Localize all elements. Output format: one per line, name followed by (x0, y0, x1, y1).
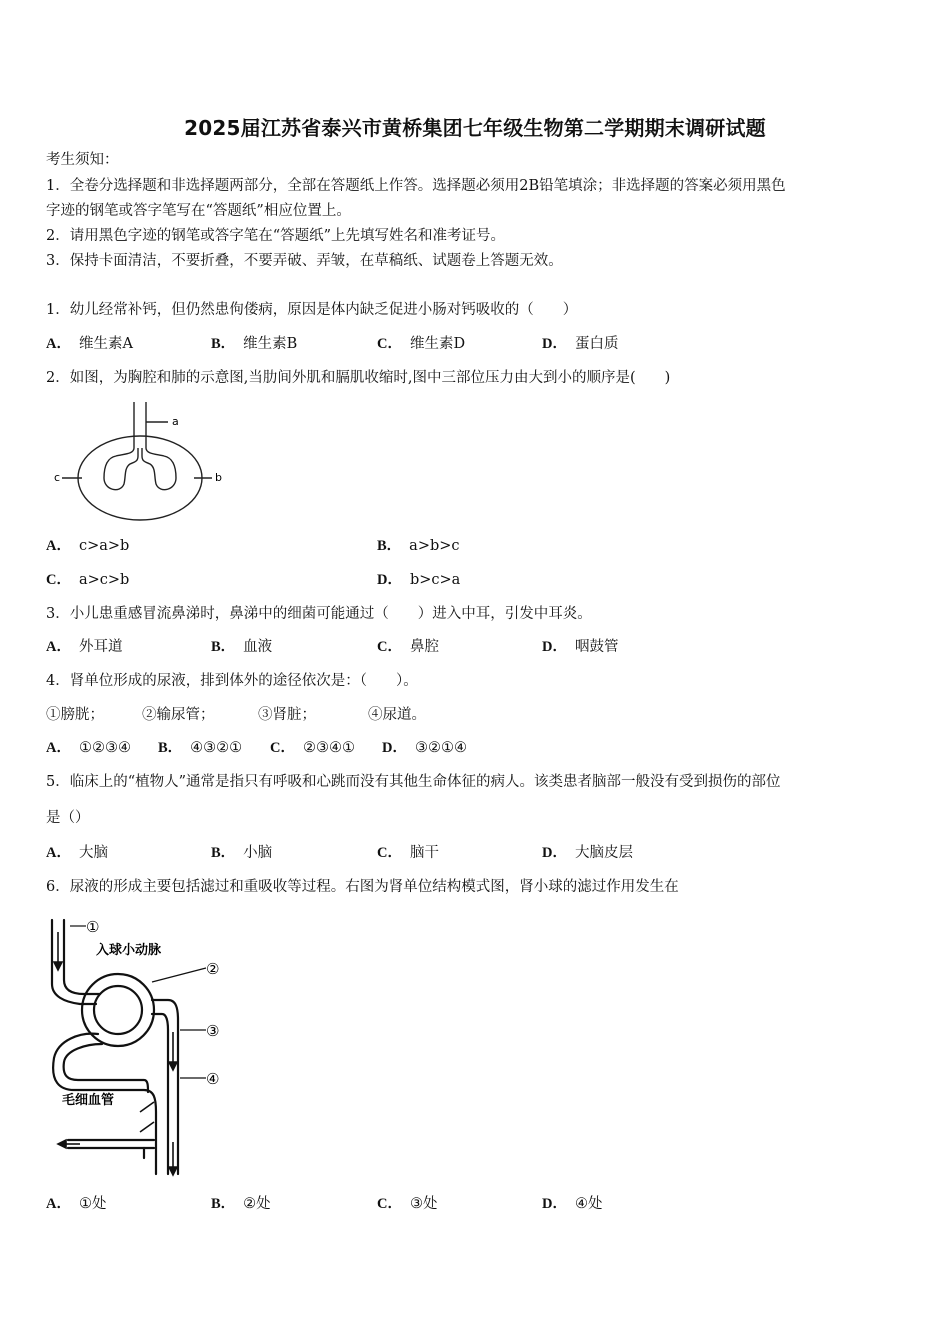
q1-option-c[interactable]: C． 维生素D (377, 336, 466, 352)
q3-option-b[interactable]: B． 血液 (211, 639, 273, 655)
q4-option-d[interactable]: D． ③②①④ (382, 740, 467, 756)
q4-item: ③肾脏； (258, 707, 316, 723)
q5-option-c[interactable]: C． 脑干 (377, 845, 439, 861)
q5-option-a[interactable]: A． 大脑 (46, 845, 108, 861)
label-capillary: 毛细血管 (62, 1093, 115, 1108)
label-3: ③ (206, 1022, 220, 1040)
question-5-stem-cont: 是（） (46, 810, 90, 826)
question-4-stem: 4．肾单位形成的尿液，排到体外的途径依次是：（ ）。 (46, 673, 418, 689)
q4-option-c[interactable]: C． ②③④① (270, 740, 355, 756)
question-1-stem: 1．幼儿经常补钙，但仍然患佝偻病，原因是体内缺乏促进小肠对钙吸收的（ ） (46, 302, 578, 318)
label-b: b (215, 471, 222, 484)
notice-item: 3．保持卡面清洁，不要折叠，不要弄破、弄皱，在草稿纸、试题卷上答题无效。 (46, 253, 563, 269)
q6-option-b[interactable]: B． ②处 (211, 1196, 271, 1212)
q1-option-d[interactable]: D． 蛋白质 (542, 336, 619, 352)
label-afferent-arteriole: 入球小动脉 (96, 943, 162, 958)
q2-option-c[interactable]: C． a>c>b (46, 572, 130, 588)
q4-item: ②输尿管； (142, 707, 215, 723)
label-2: ② (206, 960, 220, 978)
thorax-lung-figure (52, 398, 232, 526)
q3-option-c[interactable]: C． 鼻腔 (377, 639, 439, 655)
q4-item: ④尿道。 (368, 707, 426, 723)
q4-item: ①膀胱； (46, 707, 104, 723)
q1-option-b[interactable]: B． 维生素B (211, 336, 298, 352)
notice-item: 2．请用黑色字迹的钢笔或答字笔在“答题纸”上先填写姓名和准考证号。 (46, 228, 506, 244)
label-c: c (54, 471, 61, 484)
page-title: 2025届江苏省泰兴市黄桥集团七年级生物第二学期期末调研试题 (184, 116, 766, 140)
q2-option-d[interactable]: D． b>c>a (377, 572, 461, 588)
q5-option-b[interactable]: B． 小脑 (211, 845, 273, 861)
q5-option-d[interactable]: D． 大脑皮层 (542, 845, 633, 861)
q4-option-a[interactable]: A． ①②③④ (46, 740, 131, 756)
notice-heading: 考生须知： (46, 152, 119, 168)
q2-option-b[interactable]: B． a>b>c (377, 538, 460, 554)
question-2-stem: 2．如图，为胸腔和肺的示意图,当肋间外肌和膈肌收缩时,图中三部位压力由大到小的顺序是( ) (46, 370, 671, 386)
nephron-figure (40, 912, 230, 1180)
question-5-stem: 5．临床上的“植物人”通常是指只有呼吸和心跳而没有其他生命体征的病人。该类患者脑部一般没有受到损伤的部位 (46, 774, 781, 790)
q6-option-a[interactable]: A． ①处 (46, 1196, 107, 1212)
q6-option-c[interactable]: C． ③处 (377, 1196, 438, 1212)
notice-item: 字迹的钢笔或答字笔写在“答题纸”相应位置上。 (46, 203, 351, 219)
question-3-stem: 3．小儿患重感冒流鼻涕时，鼻涕中的细菌可能通过（ ）进入中耳，引发中耳炎。 (46, 606, 592, 622)
label-a: a (172, 415, 179, 428)
q4-option-b[interactable]: B． ④③②① (158, 740, 243, 756)
label-1: ① (86, 918, 100, 936)
question-6-stem: 6．尿液的形成主要包括滤过和重吸收等过程。右图为肾单位结构模式图，肾小球的滤过作用发生在 (46, 879, 679, 895)
q3-option-a[interactable]: A． 外耳道 (46, 639, 123, 655)
q3-option-d[interactable]: D． 咽鼓管 (542, 639, 619, 655)
notice-item: 1．全卷分选择题和非选择题两部分，全部在答题纸上作答。选择题必须用2B铅笔填涂；非选择题的答案必须用黑色 (46, 178, 786, 194)
label-4: ④ (206, 1070, 220, 1088)
q2-option-a[interactable]: A． c>a>b (46, 538, 130, 554)
q1-option-a[interactable]: A． 维生素A (46, 336, 133, 352)
q6-option-d[interactable]: D． ④处 (542, 1196, 603, 1212)
